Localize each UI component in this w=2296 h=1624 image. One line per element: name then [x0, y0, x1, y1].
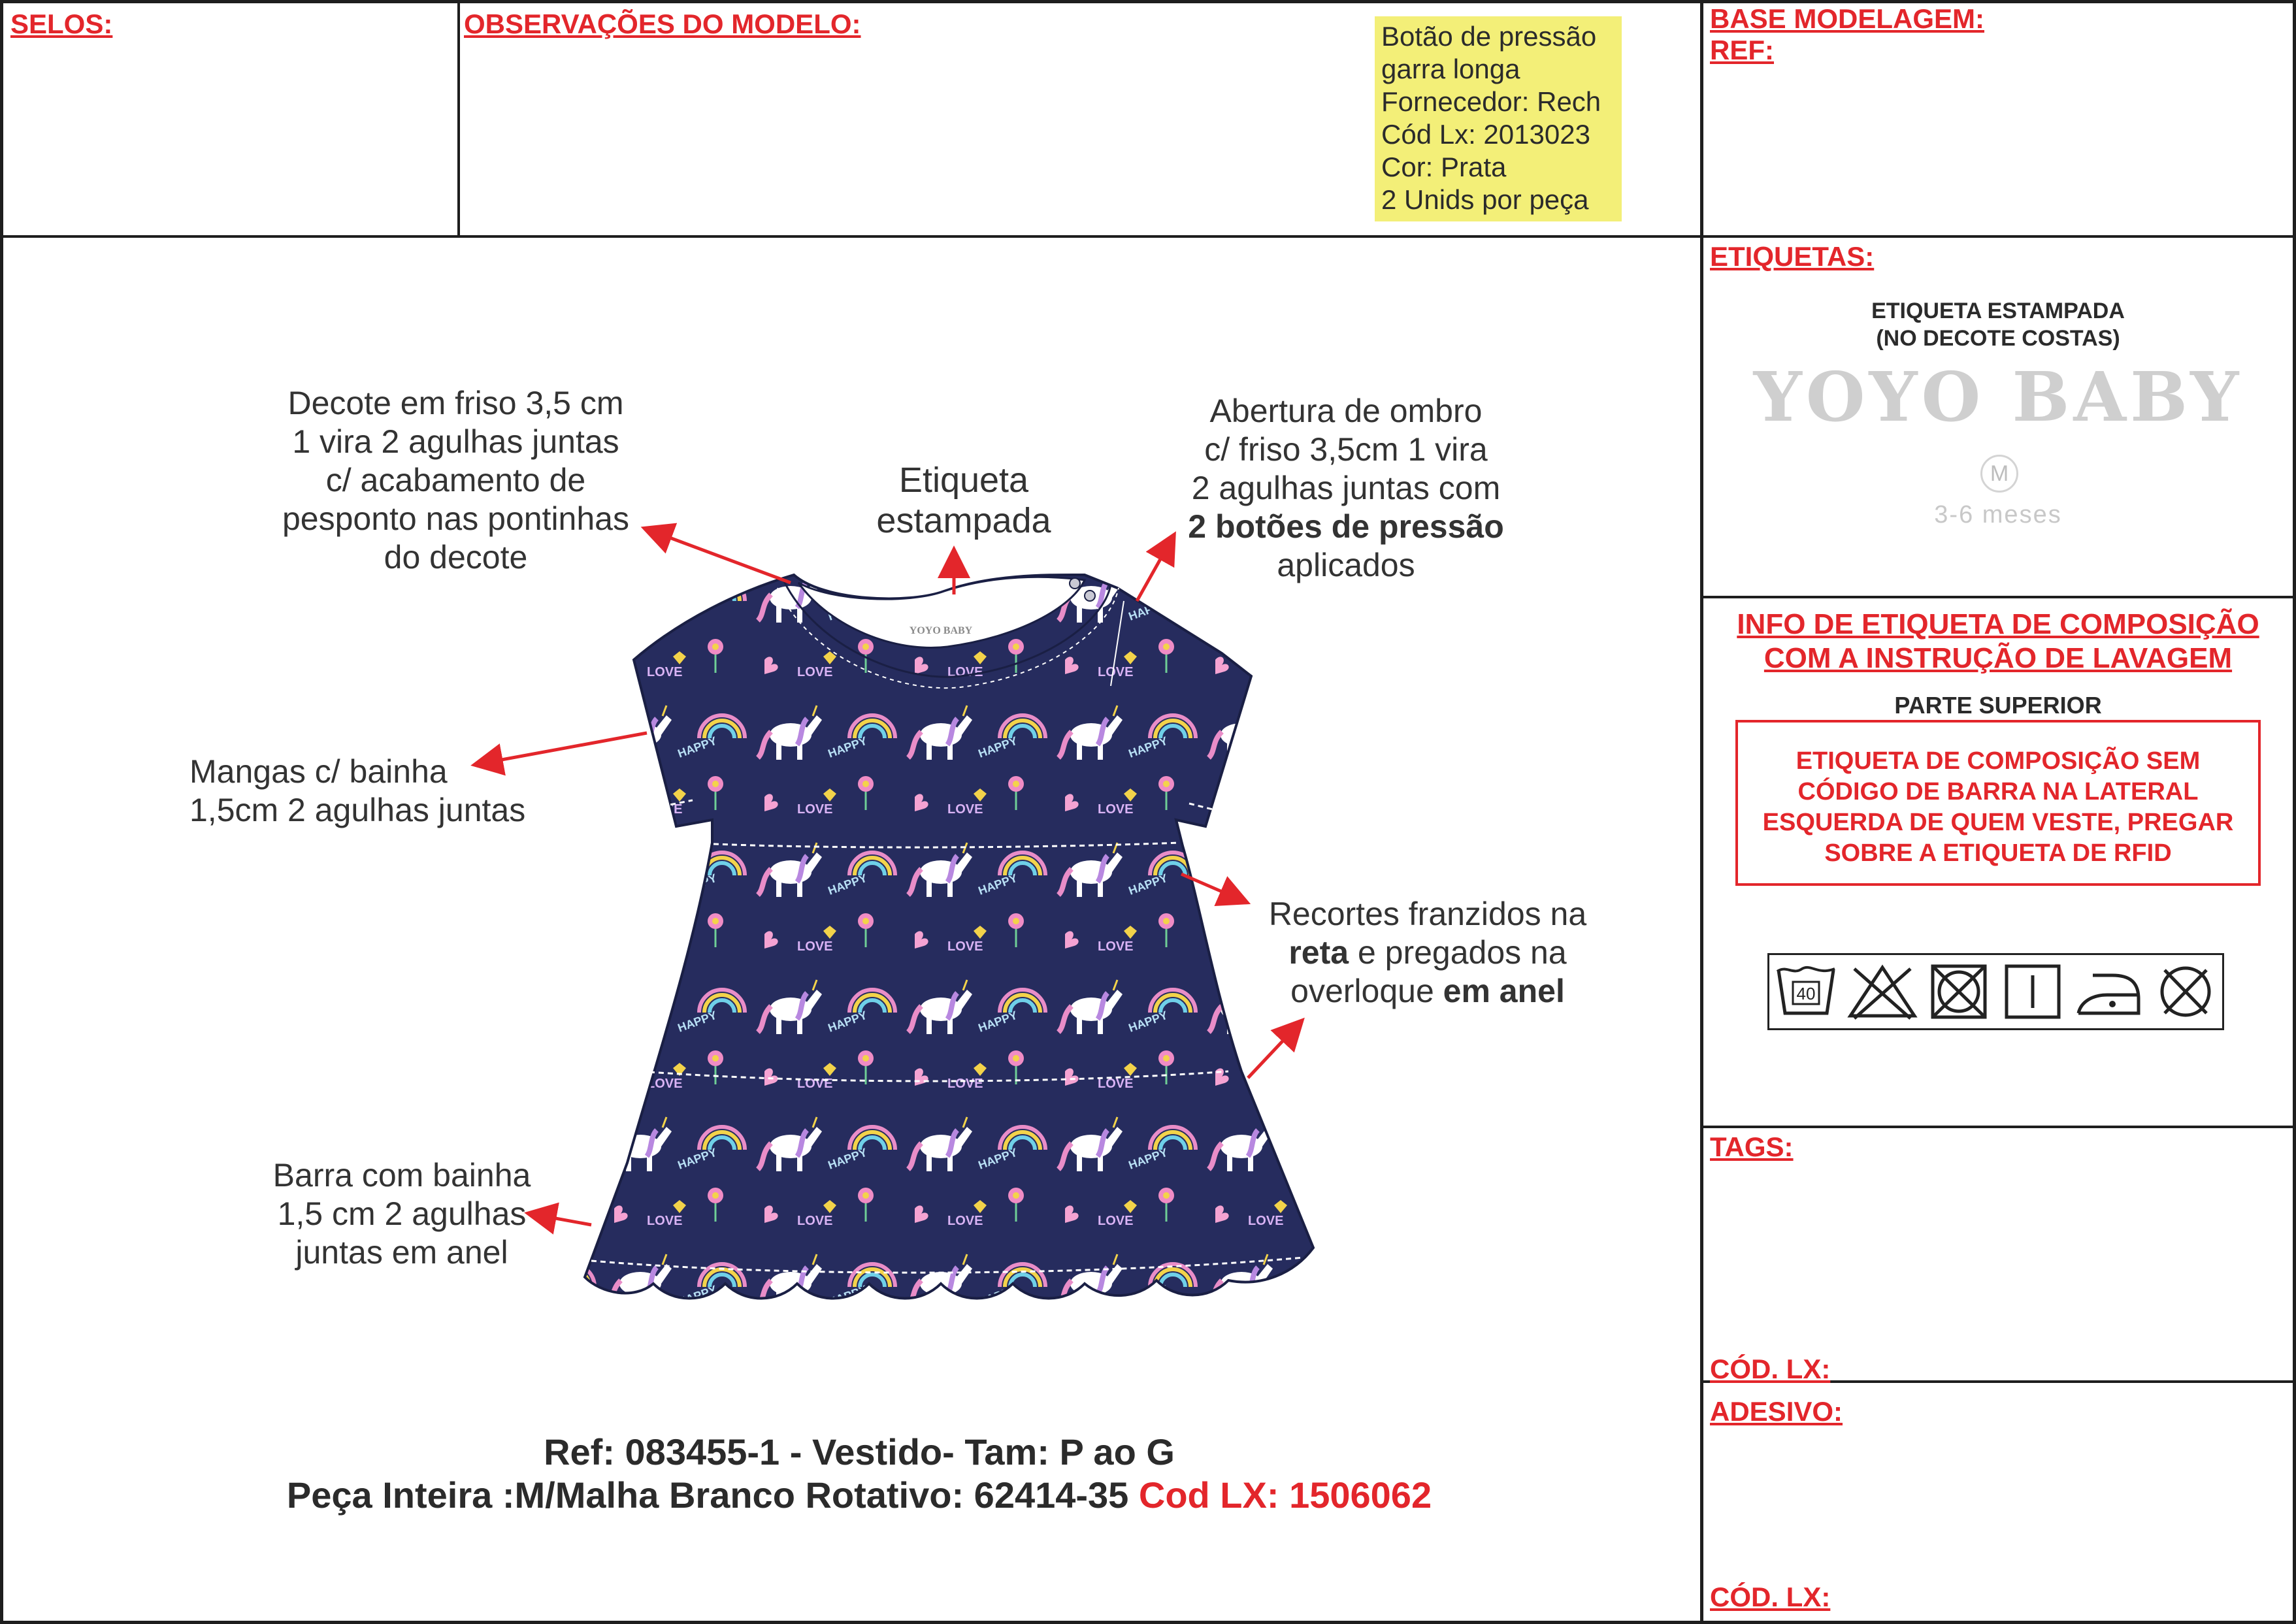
observacoes-label: OBSERVAÇÕES DO MODELO: — [464, 8, 861, 39]
care-symbols-strip — [1767, 953, 2224, 1030]
fabric-line — [196, 1474, 1522, 1517]
info-composicao-title: INFO DE ETIQUETA DE COMPOSIÇÃO COM A INSTRUÇÃO DE LAVAGEM — [1737, 608, 2259, 674]
note-line: Fornecedor: Rech — [1381, 86, 1601, 117]
ref-label: REF: — [1710, 35, 1774, 65]
note-line: garra longa — [1381, 54, 1520, 84]
annotation-etiqueta: Etiqueta estampada — [876, 461, 1051, 540]
note-line: Cód Lx: 2013023 — [1381, 119, 1590, 150]
etiquetas-label: ETIQUETAS: — [1710, 241, 1875, 272]
composition-instruction-box: ETIQUETA DE COMPOSIÇÃO SEM CÓDIGO DE BARRA NA LATERAL ESQUERDA DE QUEM VESTE, PREGAR SOBRE A ETIQUETA DE RFID — [1735, 720, 2261, 886]
svg-text:40: 40 — [1796, 984, 1816, 1003]
size-badge: M — [1980, 455, 2018, 493]
iron-low-icon — [2073, 962, 2145, 1021]
brand-logo: YOYO BABY — [1753, 357, 2243, 437]
dress-body — [555, 562, 1339, 1320]
size-range: 3-6 meses — [1934, 501, 2062, 528]
cod-lx-value: Cod LX: 1506062 — [1138, 1474, 1432, 1516]
cod-lx-label-adesivo: CÓD. LX: — [1710, 1582, 1831, 1612]
parte-superior-label: PARTE SUPERIOR — [1894, 692, 2102, 719]
note-line: Botão de pressão — [1381, 21, 1597, 52]
cod-lx-label-tags: CÓD. LX: — [1710, 1354, 1831, 1384]
reference-line: Ref: 083455-1 - Vestido- Tam: P ao G — [544, 1431, 1175, 1472]
do-not-tumble-dry-icon — [1926, 962, 1992, 1021]
do-not-dry-clean-icon — [2153, 962, 2218, 1021]
annotation-abertura-ombro: Abertura de ombro c/ friso 3,5cm 1 vira 2 agulhas juntas com 2 botões de pressão aplicados — [1188, 393, 1504, 583]
annotation-decote: Decote em friso 3,5 cm 1 vira 2 agulhas juntas c/ acabamento de pesponto nas pontinhas do decote — [282, 385, 629, 576]
annotation-recortes: Recortes franzidos na reta e pregados na overloque em anel — [1268, 896, 1587, 1009]
do-not-bleach-icon — [1846, 962, 1918, 1021]
selos-label: SELOS: — [10, 8, 113, 39]
neck-printed-label: YOYO BABY — [909, 625, 973, 636]
etiqueta-estampada-caption: ETIQUETA ESTAMPADA (NO DECOTE COSTAS) — [1871, 299, 2125, 351]
annotation-barra: Barra com bainha 1,5 cm 2 agulhas juntas em anel — [272, 1157, 531, 1271]
tags-label: TAGS: — [1710, 1131, 1794, 1162]
note-line: Cor: Prata — [1381, 152, 1507, 182]
wash-40-icon — [1773, 962, 1839, 1021]
annotation-mangas: Mangas c/ bainha 1,5cm 2 agulhas juntas — [189, 753, 526, 828]
line-dry-icon — [2000, 962, 2065, 1021]
adesivo-label: ADESIVO: — [1710, 1396, 1843, 1427]
base-modelagem-label: BASE MODELAGEM: — [1710, 3, 1984, 34]
note-line: 2 Unids por peça — [1381, 184, 1589, 215]
fabric-description: Peça Inteira :M/Malha Branco Rotativo: 62414-35 — [286, 1474, 1139, 1516]
